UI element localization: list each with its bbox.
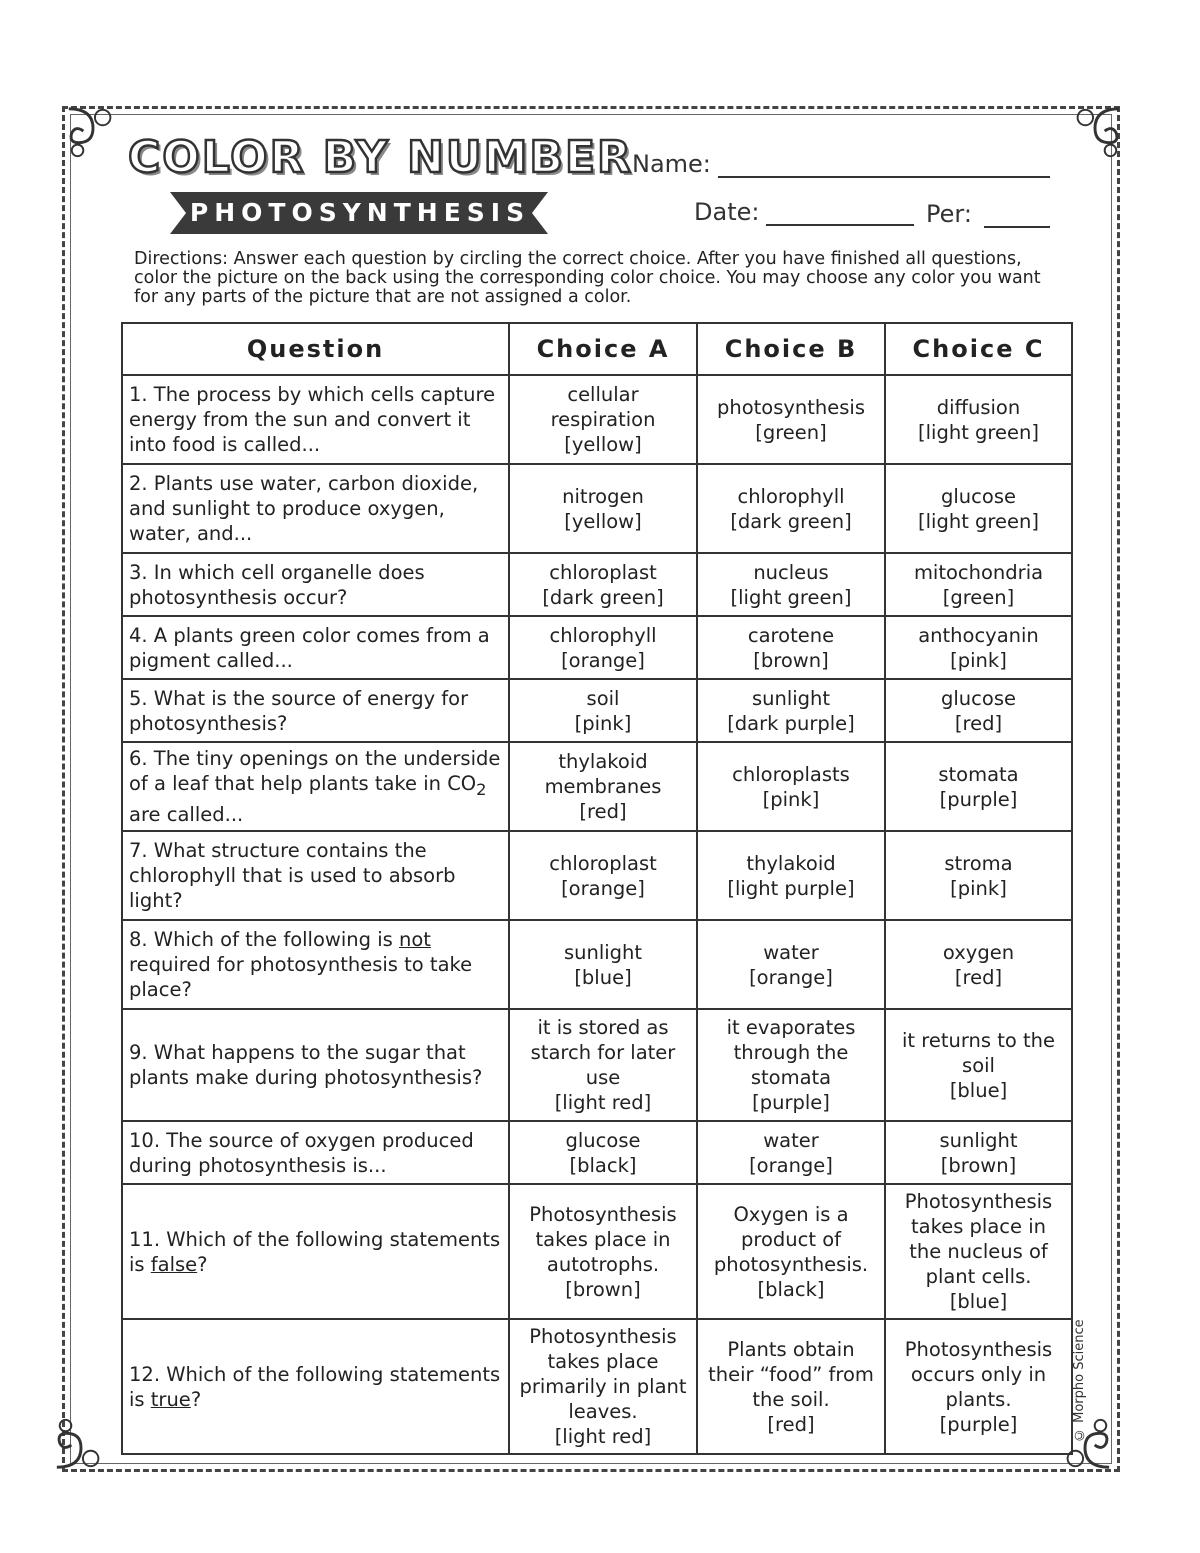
question-cell: 11. Which of the following statements is false? <box>122 1184 509 1319</box>
table-header-row <box>122 323 1072 375</box>
choice-b-cell[interactable]: thylakoid [light purple] <box>697 831 885 920</box>
choice-a-cell[interactable]: thylakoid membranes [red] <box>509 742 697 831</box>
question-cell: 10. The source of oxygen produced during photosynthesis is... <box>122 1121 509 1184</box>
choice-b-cell[interactable]: carotene [brown] <box>697 616 885 679</box>
choice-a-cell[interactable]: chloroplast [dark green] <box>509 553 697 616</box>
question-cell: 6. The tiny openings on the underside of a leaf that help plants take in $CO_2$ are called... <box>122 742 509 831</box>
question-cell: 8. Which of the following is not required for photosynthesis to take place? <box>122 920 509 1009</box>
choice-b-cell[interactable]: chlorophyll [dark green] <box>697 464 885 553</box>
question-cell: 7. What structure contains the chlorophyll that is used to absorb light? <box>122 831 509 920</box>
question-cell: 2. Plants use water, carbon dioxide, and sunlight to produce oxygen, water, and... <box>122 464 509 553</box>
question-cell: 5. What is the source of energy for photosynthesis? <box>122 679 509 742</box>
choice-c-cell[interactable]: stomata [purple] <box>885 742 1072 831</box>
name-field[interactable] <box>718 176 1050 178</box>
subtitle: PHOTOSYNTHESIS <box>189 198 531 227</box>
choice-c-cell[interactable]: anthocyanin [pink] <box>885 616 1072 679</box>
choice-a-cell[interactable]: glucose [black] <box>509 1121 697 1184</box>
choice-c-cell[interactable]: sunlight [brown] <box>885 1121 1072 1184</box>
corner-flourish-icon <box>52 1414 110 1472</box>
corner-flourish-icon <box>1066 104 1124 162</box>
choice-c-cell[interactable]: glucose [red] <box>885 679 1072 742</box>
choice-a-cell[interactable]: Photosynthesis takes place primarily in plant leaves. [light red] <box>509 1319 697 1454</box>
table-row <box>122 616 1072 679</box>
choice-c-cell[interactable]: mitochondria [green] <box>885 553 1072 616</box>
choice-b-cell[interactable]: water [orange] <box>697 1121 885 1184</box>
page-title: COLOR BY NUMBER <box>128 132 633 183</box>
choice-c-cell[interactable]: stroma [pink] <box>885 831 1072 920</box>
choice-b-cell[interactable]: nucleus [light green] <box>697 553 885 616</box>
table-row <box>122 1009 1072 1121</box>
choice-a-cell[interactable]: it is stored as starch for later use [light red] <box>509 1009 697 1121</box>
table-row <box>122 920 1072 1009</box>
choice-b-cell[interactable]: Oxygen is a product of photosynthesis. [black] <box>697 1184 885 1319</box>
choice-a-cell[interactable]: chlorophyll [orange] <box>509 616 697 679</box>
table-row <box>122 464 1072 553</box>
choice-a-cell[interactable]: sunlight [blue] <box>509 920 697 1009</box>
table-row <box>122 679 1072 742</box>
table-row <box>122 1184 1072 1319</box>
choice-a-cell[interactable]: cellular respiration [yellow] <box>509 375 697 464</box>
period-label: Per: <box>926 200 972 228</box>
choice-b-cell[interactable]: it evaporates through the stomata [purple] <box>697 1009 885 1121</box>
choice-c-cell[interactable]: oxygen [red] <box>885 920 1072 1009</box>
question-cell: 12. Which of the following statements is true? <box>122 1319 509 1454</box>
table-row <box>122 831 1072 920</box>
choice-b-cell[interactable]: chloroplasts [pink] <box>697 742 885 831</box>
question-cell: 1. The process by which cells capture energy from the sun and convert it into food is called... <box>122 375 509 464</box>
question-cell: 4. A plants green color comes from a pigment called... <box>122 616 509 679</box>
copyright-text: © Morpho Science <box>1072 1319 1087 1442</box>
corner-flourish-icon <box>64 104 122 162</box>
column-header-choice-c: Choice C <box>885 323 1072 375</box>
period-field[interactable] <box>984 226 1050 228</box>
table-row <box>122 1121 1072 1184</box>
date-label: Date: <box>694 198 760 226</box>
choice-c-cell[interactable]: Photosynthesis occurs only in plants. [purple] <box>885 1319 1072 1454</box>
table-row <box>122 375 1072 464</box>
choice-a-cell[interactable]: soil [pink] <box>509 679 697 742</box>
choice-b-cell[interactable]: Plants obtain their “food” from the soil. [red] <box>697 1319 885 1454</box>
choice-c-cell[interactable]: glucose [light green] <box>885 464 1072 553</box>
choice-a-cell[interactable]: Photosynthesis takes place in autotrophs. [brown] <box>509 1184 697 1319</box>
choice-c-cell[interactable]: it returns to the soil [blue] <box>885 1009 1072 1121</box>
question-cell: 9. What happens to the sugar that plants make during photosynthesis? <box>122 1009 509 1121</box>
choice-b-cell[interactable]: water [orange] <box>697 920 885 1009</box>
choice-b-cell[interactable]: photosynthesis [green] <box>697 375 885 464</box>
table-row <box>122 1319 1072 1454</box>
question-cell: 3. In which cell organelle does photosynthesis occur? <box>122 553 509 616</box>
date-field[interactable] <box>766 224 914 226</box>
column-header-choice-b: Choice B <box>697 323 885 375</box>
choice-b-cell[interactable]: sunlight [dark purple] <box>697 679 885 742</box>
choice-a-cell[interactable]: chloroplast [orange] <box>509 831 697 920</box>
question-table <box>121 322 1073 1455</box>
table-row <box>122 553 1072 616</box>
directions-text: Directions: Answer each question by circling the correct choice. After you have finished all questions, color the picture on the back using the corresponding color choice. You may choose any color you want for any parts of the picture that are not assigned a color. <box>134 249 1041 307</box>
column-header-choice-a: Choice A <box>509 323 697 375</box>
choice-c-cell[interactable]: diffusion [light green] <box>885 375 1072 464</box>
choice-c-cell[interactable]: Photosynthesis takes place in the nucleus of plant cells. [blue] <box>885 1184 1072 1319</box>
table-row <box>122 742 1072 831</box>
name-label: Name: <box>632 150 711 178</box>
choice-a-cell[interactable]: nitrogen [yellow] <box>509 464 697 553</box>
column-header-question: Question <box>122 323 509 375</box>
